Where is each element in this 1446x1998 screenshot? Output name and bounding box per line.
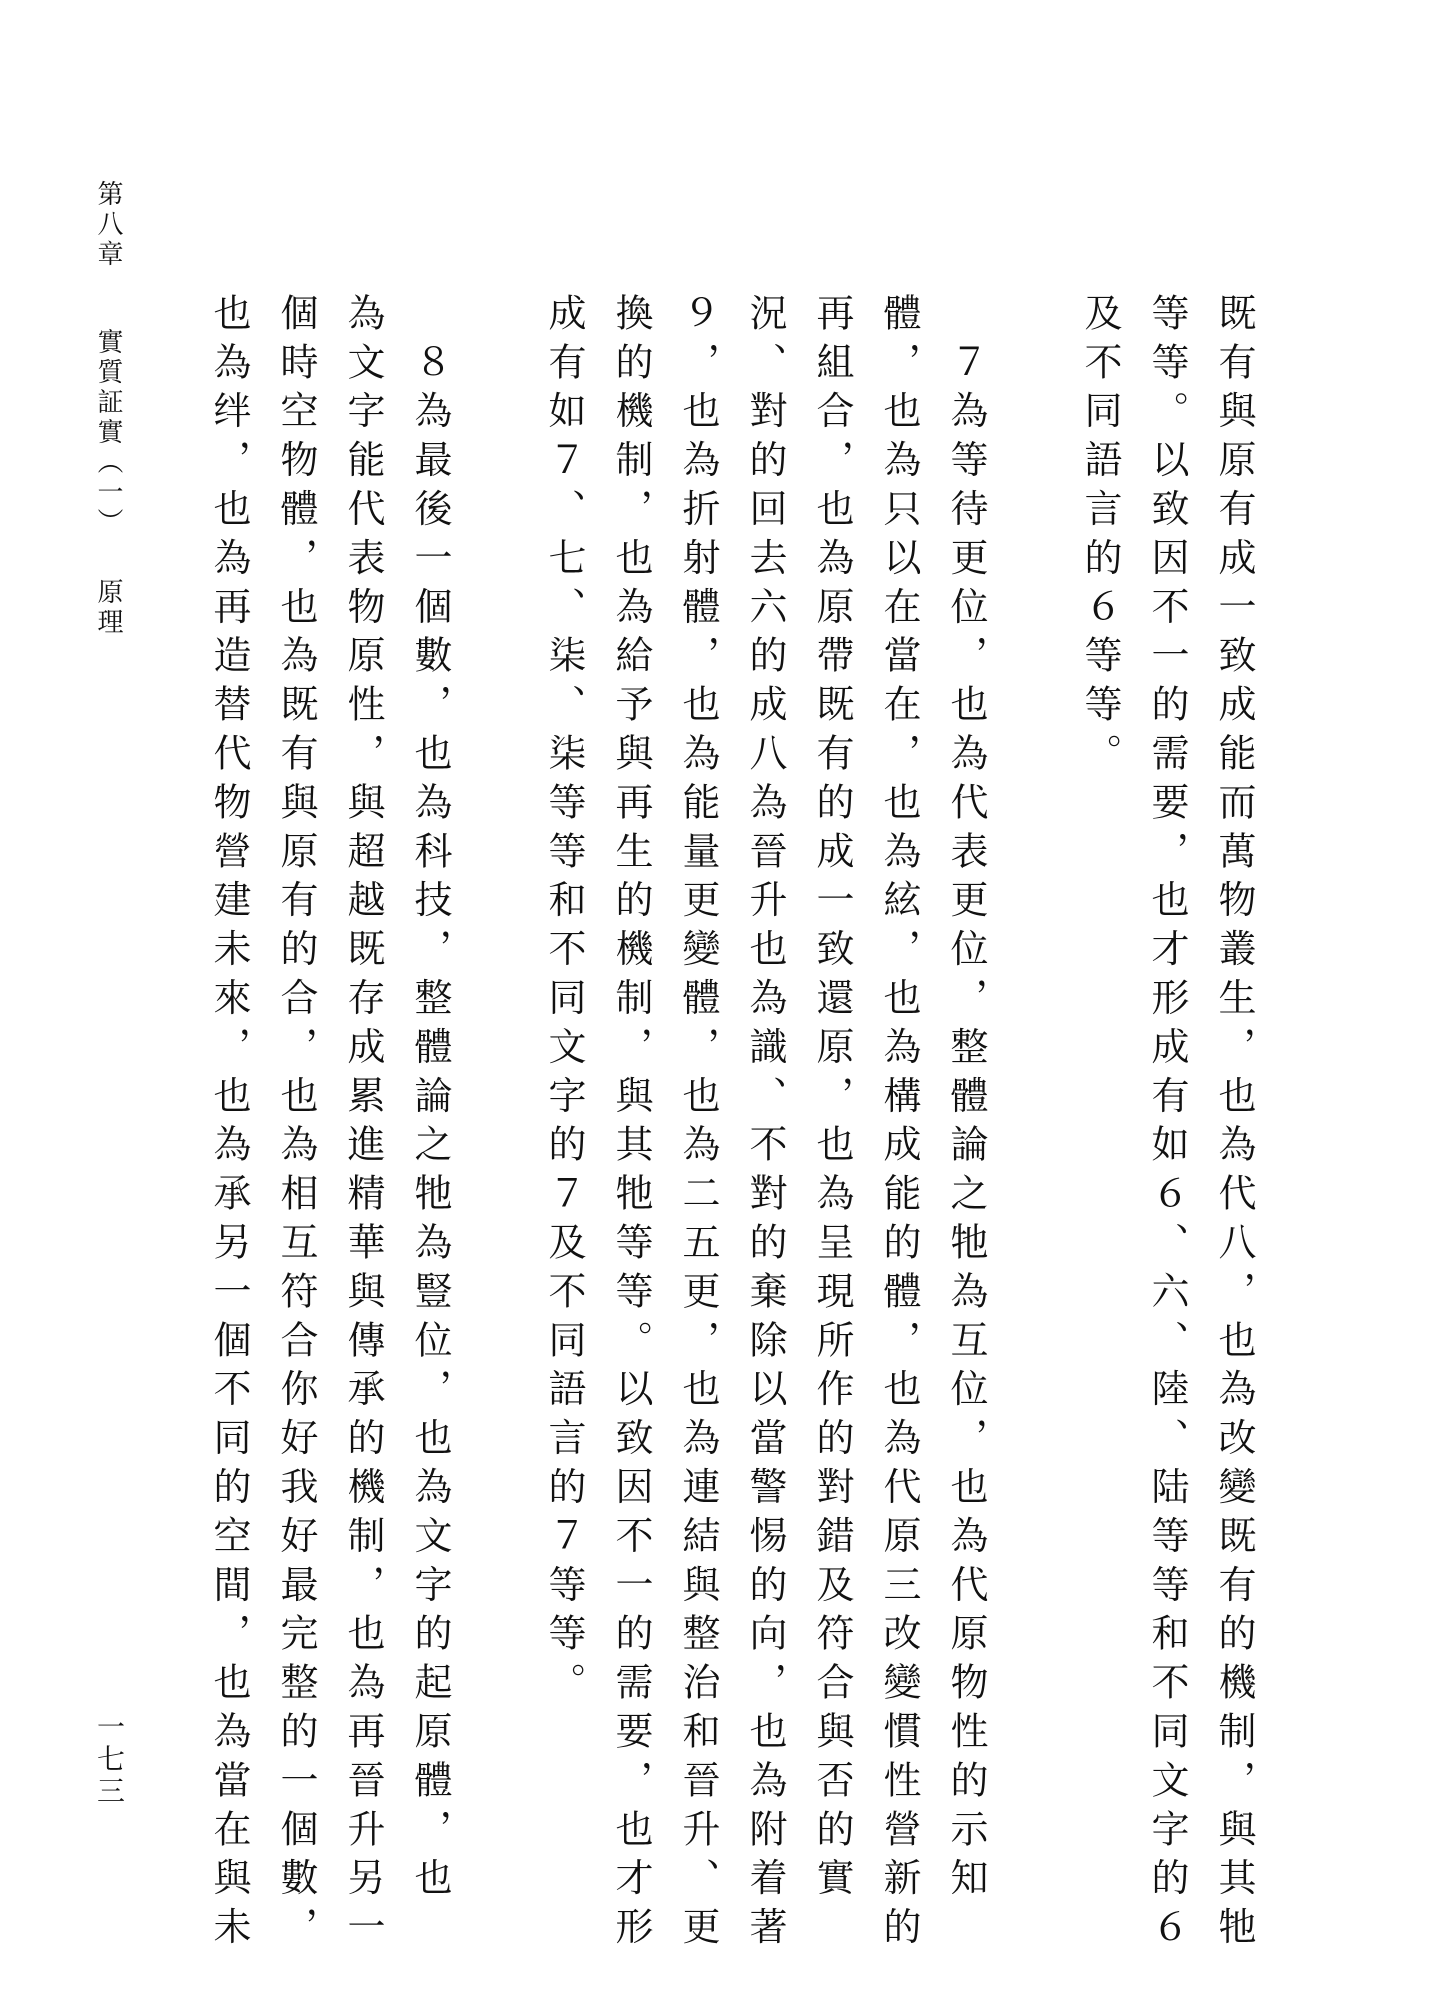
running-head-chapter: 第八章 (93, 180, 123, 270)
text-line: ７為等待更位，也為代表更位，整體論之牠為互位，也為代原物性的示知 (944, 293, 988, 1907)
text-line: 及不同語言的６等等。 (1078, 293, 1122, 782)
text-line: ９，也為折射體，也為能量更變體，也為二五更，也為連結與整治和晉升、更 (676, 293, 720, 1956)
text-line: 既有與原有成一致成能而萬物叢生，也為代八，也為改變既有的機制，與其牠 (1212, 293, 1256, 1956)
text-line: 況、對的回去六的成八為晉升也為識、不對的棄除以當警惕的向，也為附着著 (743, 293, 787, 1956)
page-number: 一七三 (93, 1712, 126, 1808)
text-line: 再組合，也為原帶既有的成一致還原，也為呈現所作的對錯及符合與否的實 (810, 293, 854, 1907)
running-head-topic: 原理 (93, 578, 123, 638)
text-line: 也為绊，也為再造替代物營建未來，也為承另一個不同的空間，也為當在與未 (207, 293, 251, 1956)
text-line: ８為最後一個數，也為科技，整體論之牠為豎位，也為文字的起原體，也 (408, 293, 452, 1907)
running-head-section: 實質証實（一） (93, 328, 123, 538)
text-line: 個時空物體，也為既有與原有的合，也為相互符合你好我好最完整的一個數， (274, 293, 318, 1956)
text-line: 等等。以致因不一的需要，也才形成有如６、六、陸、陆等等和不同文字的６ (1145, 293, 1189, 1956)
text-line: 換的機制，也為給予與再生的機制，與其牠等等。以致因不一的需要，也才形 (609, 293, 653, 1956)
text-line: 體，也為只以在當在，也為絃，也為構成能的體，也為代原三改變慣性營新的 (877, 293, 921, 1956)
text-line: 為文字能代表物原性，與超越既存成累進精華與傳承的機制，也為再晉升另一 (341, 293, 385, 1956)
text-line: 成有如７、七、柒、柒等等和不同文字的７及不同語言的７等等。 (542, 293, 586, 1712)
